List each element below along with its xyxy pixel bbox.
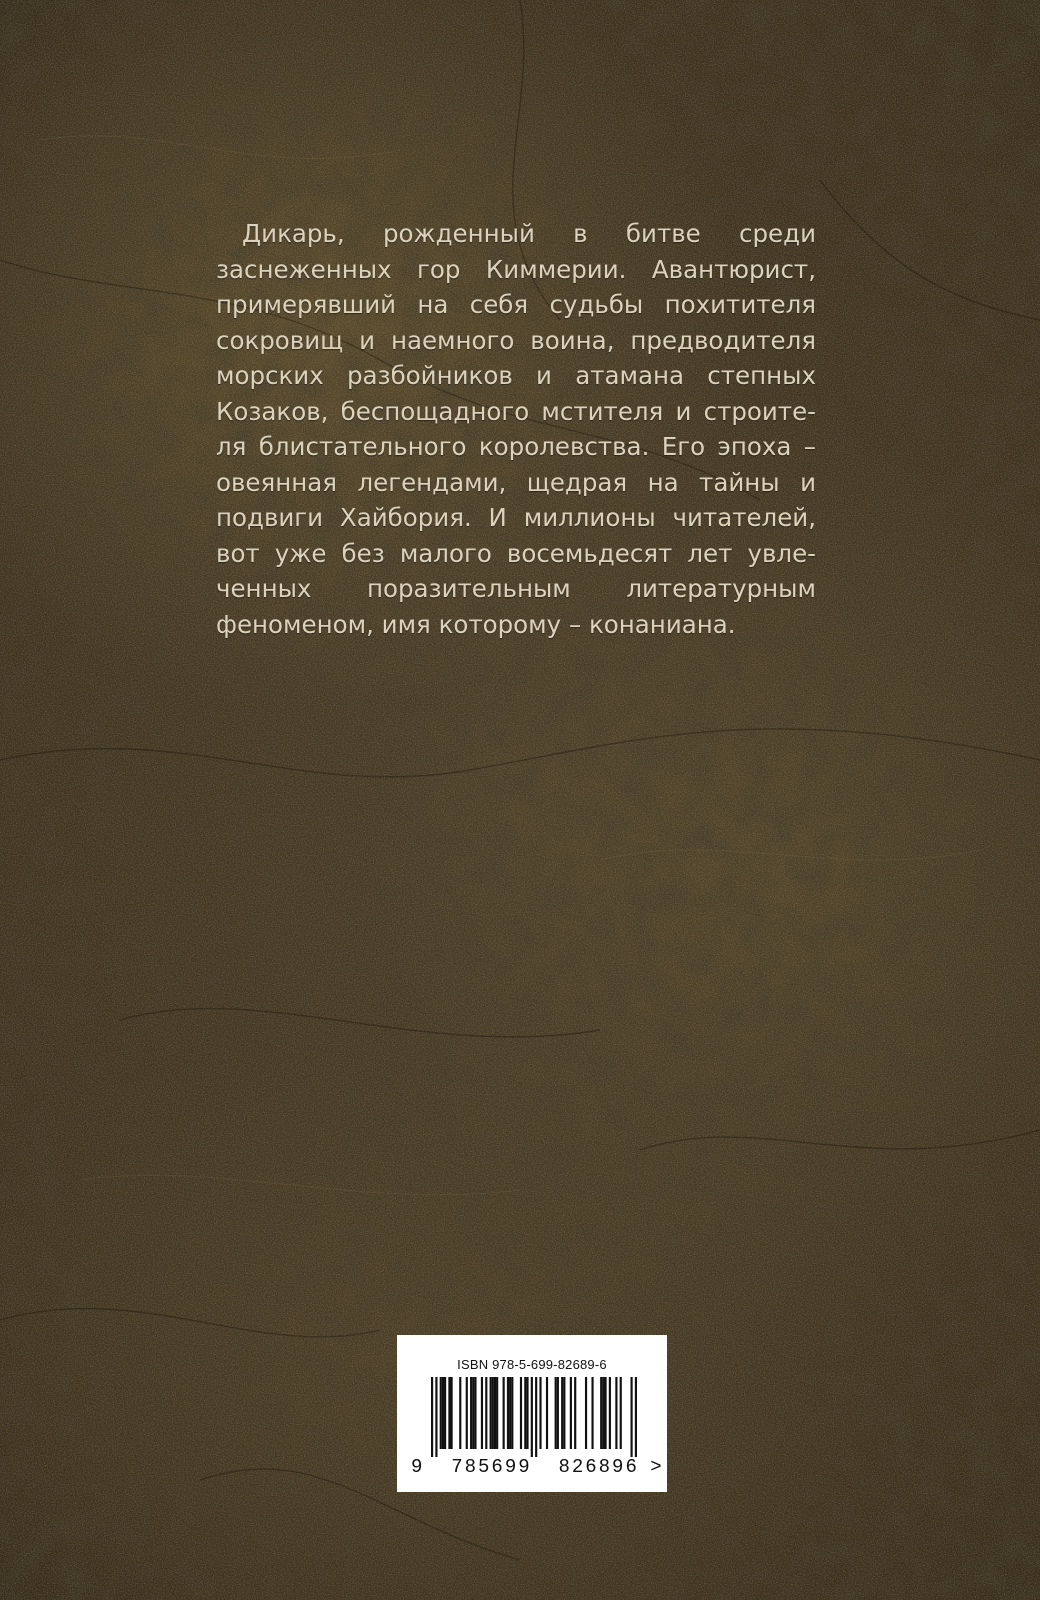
barcode-bar	[435, 1377, 437, 1457]
barcode-bar	[470, 1377, 472, 1449]
isbn-label: ISBN 978-5-699-82689-6	[457, 1357, 607, 1372]
barcode-bar	[539, 1377, 541, 1449]
barcode-left-digits: 785699	[451, 1456, 532, 1478]
barcode-bar	[535, 1377, 537, 1457]
barcode-bar	[474, 1377, 476, 1449]
barcode-bar	[507, 1377, 509, 1449]
barcode-bar	[451, 1377, 453, 1449]
barcode-bar	[563, 1377, 565, 1449]
barcode-first-digit: 9	[411, 1456, 423, 1478]
barcode-bar	[531, 1377, 533, 1457]
barcode-bar	[609, 1377, 611, 1449]
barcode-bar	[492, 1377, 494, 1449]
barcode-bar	[442, 1377, 444, 1449]
barcode-bar	[570, 1377, 572, 1449]
barcode-bar	[635, 1377, 637, 1457]
barcode-bar	[520, 1377, 522, 1449]
barcode-bar	[490, 1377, 492, 1449]
barcode-bar	[494, 1377, 496, 1449]
barcode-bar	[496, 1377, 498, 1449]
barcode-bar	[555, 1377, 557, 1449]
book-annotation: Дикарь, рожденный в битве среди заснеженных гор Киммерии. Авантюрист, примерявший на себя судьбы похитителя сокровищ и наемного воина, предводителя морских разбойников и атамана степных Козаков, беспощадного мстителя и строителя блистательного королевства. Его эпоха – овеянная легендами, щедрая на тайны и подвиги Хайбория. И миллионы читателей, вот уже без малого восемьдесят лет увлеченных поразительным литературным феноменом, имя которому – конаниана.	[216, 219, 816, 639]
barcode-bar	[615, 1377, 617, 1449]
barcode-bar	[511, 1377, 513, 1449]
barcode-bar	[604, 1377, 606, 1449]
barcode-bar	[591, 1377, 593, 1449]
barcode-bar	[466, 1377, 468, 1449]
barcode-bar	[600, 1377, 602, 1449]
barcode-bar	[481, 1377, 483, 1449]
barcode-bar	[526, 1377, 528, 1449]
barcode-bar	[574, 1377, 576, 1449]
barcode-bar	[448, 1377, 450, 1449]
barcode-bar	[444, 1377, 446, 1449]
barcode-bars	[431, 1377, 637, 1457]
barcode-right-digits: 826896	[558, 1456, 639, 1478]
barcode-bar	[630, 1377, 632, 1457]
barcode-bar	[472, 1377, 474, 1449]
barcode-bar	[485, 1377, 487, 1449]
barcode-bar	[546, 1377, 548, 1449]
barcode-quiet-mark: >	[650, 1456, 662, 1478]
barcode-digits	[411, 1456, 661, 1478]
barcode-bar	[440, 1377, 442, 1449]
barcode-bar	[524, 1377, 526, 1449]
barcode-bar	[620, 1377, 622, 1449]
barcode-bar	[503, 1377, 505, 1449]
barcode-bar	[585, 1377, 587, 1449]
isbn-barcode	[397, 1335, 667, 1492]
barcode-bar	[561, 1377, 563, 1449]
barcode-bar	[557, 1377, 559, 1449]
barcode-bar	[602, 1377, 604, 1449]
barcode-bar	[459, 1377, 461, 1449]
barcode-bar	[431, 1377, 433, 1457]
barcode-bar	[509, 1377, 511, 1449]
